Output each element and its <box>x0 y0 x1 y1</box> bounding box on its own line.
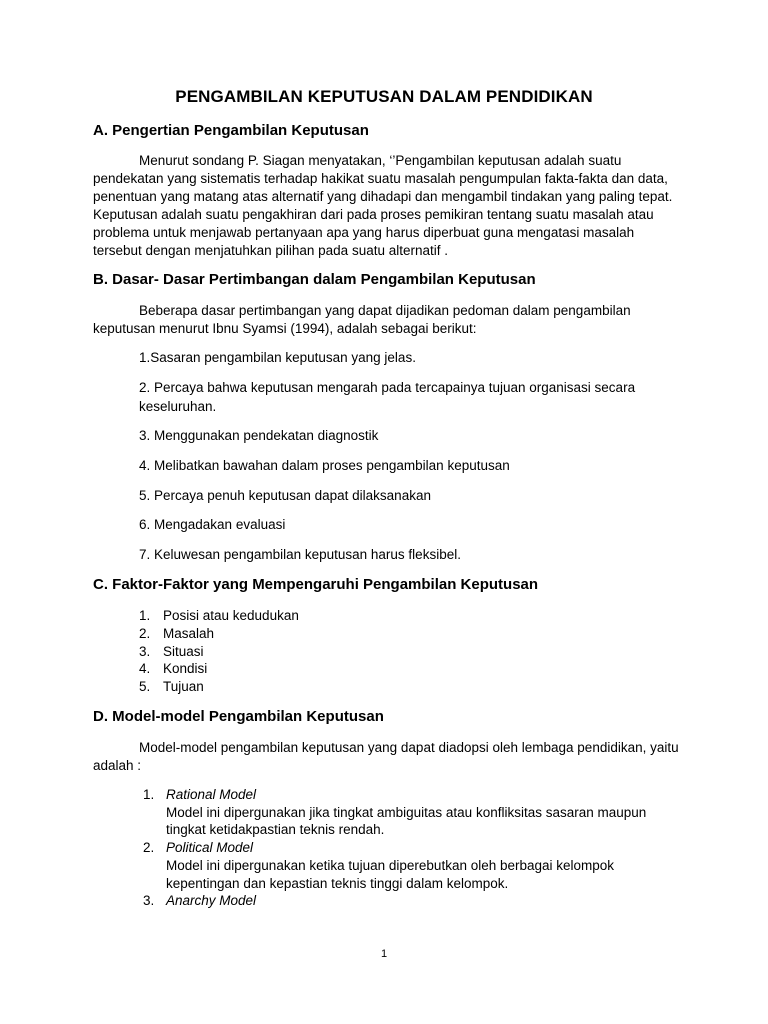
list-item <box>139 607 299 625</box>
list-text: Posisi atau kedudukan <box>163 608 299 623</box>
section-d-intro: Model-model pengambilan keputusan yang dapat diadopsi oleh lembaga pendidikan, yaitu adalah : <box>93 740 679 773</box>
section-d-heading: D. Model-model Pengambilan Keputusan <box>93 708 384 725</box>
document-title: PENGAMBILAN KEPUTUSAN DALAM PENDIDIKAN <box>175 87 593 106</box>
list-item <box>139 660 299 678</box>
section-c-heading: C. Faktor-Faktor yang Mempengaruhi Pengambilan Keputusan <box>93 576 539 593</box>
section-b-item: 2. Percaya bahwa keputusan mengarah pada tercapainya tujuan organisasi secara keseluruhan. <box>139 380 636 414</box>
model-item <box>143 839 683 892</box>
list-text: Situasi <box>163 643 204 659</box>
section-b-item: 1.Sasaran pengambilan keputusan yang jelas. <box>139 350 416 365</box>
model-item <box>143 892 683 910</box>
list-number: 1. <box>139 608 151 623</box>
model-description: Model ini dipergunakan ketika tujuan diperebutkan oleh berbagai kelompok kepentingan dan kepastian teknis tinggi dalam kelompok. <box>166 857 615 891</box>
list-text: Masalah <box>163 625 215 641</box>
section-b-item: 6. Mengadakan evaluasi <box>139 517 286 532</box>
section-b-item: 4. Melibatkan bawahan dalam proses pengambilan keputusan <box>139 458 510 473</box>
section-b-intro: Beberapa dasar pertimbangan yang dapat dijadikan pedoman dalam pengambilan keputusan menurut Ibnu Syamsi (1994), adalah sebagai berikut: <box>93 303 631 336</box>
section-b-item: 7. Keluwesan pengambilan keputusan harus fleksibel. <box>139 547 461 562</box>
list-item <box>139 625 299 643</box>
section-a-heading: A. Pengertian Pengambilan Keputusan <box>93 122 369 139</box>
model-number: 1. <box>143 787 155 802</box>
list-text: Kondisi <box>163 661 208 677</box>
model-item <box>143 786 683 839</box>
list-number: 5. <box>139 679 151 695</box>
model-number: 3. <box>143 893 155 909</box>
model-name: Political Model <box>166 840 254 856</box>
list-number: 2. <box>139 625 151 641</box>
section-b-heading: B. Dasar- Dasar Pertimbangan dalam Pengambilan Keputusan <box>93 271 536 288</box>
model-number: 2. <box>143 840 155 856</box>
section-c-list <box>139 607 299 696</box>
list-text: Tujuan <box>163 679 204 695</box>
section-b-item: 3. Menggunakan pendekatan diagnostik <box>139 428 379 443</box>
page-number: 1 <box>380 948 388 960</box>
list-item <box>139 643 299 661</box>
section-b-item: 5. Percaya penuh keputusan dapat dilaksanakan <box>139 488 431 503</box>
model-name: Anarchy Model <box>166 893 257 909</box>
model-name: Rational Model <box>166 787 257 802</box>
model-description: Model ini dipergunakan jika tingkat ambiguitas atau konfliksitas sasaran maupun tingkat ketidakpastian teknis rendah. <box>166 804 647 838</box>
list-number: 4. <box>139 661 151 677</box>
list-item <box>139 678 299 696</box>
section-d-model-list <box>143 786 683 910</box>
list-number: 3. <box>139 643 151 659</box>
section-a-paragraph: Menurut sondang P. Siagan menyatakan, ‘’Pengambilan keputusan adalah suatu pendekatan yang sistematis terhadap hakikat suatu masalah pengumpulan fakta-fakta dan data, penentuan yang matang atas alternatif yang dihadapi dan mengambil tindakan yang paling tepat. Keputusan adalah suatu pengakhiran dari pada proses pemikiran tentang suatu masalah atau problema untuk menjawab pertanyaan apa yang harus diperbuat guna mengatasi masalah tersebut dengan menjatuhkan pilihan pada suatu alternatif . <box>93 153 673 258</box>
